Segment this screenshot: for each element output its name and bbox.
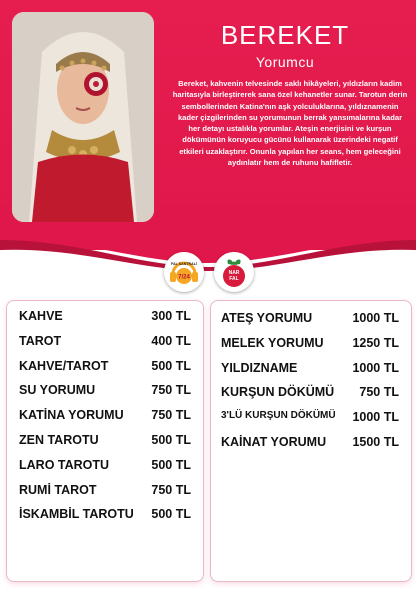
- service-name: KAHVE/TAROT: [19, 358, 109, 373]
- price-row: [211, 435, 411, 455]
- service-price: 750 TL: [151, 482, 191, 497]
- service-name: 3'LÜ KURŞUN DÖKÜMÜ: [221, 410, 336, 422]
- service-name: TAROT: [19, 333, 62, 348]
- brand-description: Bereket, kahvenin telvesinde saklı hikâyeleri, yıldızların kadim haritasıyla birleştirerek sana özel kehanetler sunar. Tarotun derin sembollerinden Katina'nın aşk yolculuklarına, yıldıznamenin kader çizgilerinden su yorumunun berrak yansımalarına kadar her detayı ustalıkla yorumlar. Ateşin enerjisini ve kurşun dökümünün koruyucu gücünü kullanarak üzerindeki negatif etkileri uzaklaştırır. Onunla yapılan her seans, hem geleceğini aydınlatır hem de ruhunu hafifletir.: [172, 79, 408, 168]
- price-row: [7, 359, 203, 379]
- price-list-left: [6, 300, 204, 582]
- service-name: ATEŞ YORUMU: [221, 311, 313, 325]
- service-price: 750 TL: [359, 385, 399, 400]
- headset-icon: [164, 252, 204, 292]
- price-row: [211, 361, 411, 381]
- price-row: [7, 334, 203, 354]
- service-price: 750 TL: [151, 408, 191, 423]
- price-row: [7, 483, 203, 503]
- service-name: ZEN TAROTU: [19, 433, 99, 447]
- brand-title: BEREKET: [220, 20, 350, 50]
- service-name: YILDIZNAME: [221, 360, 298, 375]
- service-price: 500 TL: [151, 358, 191, 373]
- service-price: 1000 TL: [352, 311, 399, 325]
- price-row: [7, 309, 203, 329]
- service-name: LARO TAROTU: [19, 457, 110, 472]
- price-row: [7, 458, 203, 478]
- price-row: [7, 507, 203, 527]
- nar-fal-logo: [214, 252, 254, 292]
- price-list-right: [210, 300, 412, 582]
- price-row: [211, 410, 411, 430]
- service-name: RUMİ TAROT: [19, 482, 97, 497]
- price-row: [7, 408, 203, 428]
- pomegranate-icon: [214, 252, 254, 292]
- woman-portrait-image: [12, 12, 154, 222]
- service-name: KAHVE: [19, 309, 63, 323]
- fortune-teller-photo: [12, 12, 154, 222]
- badge-right-line2: FAL: [229, 276, 239, 282]
- service-name: KATİNA YORUMU: [19, 408, 124, 423]
- badge-left-line1: FAL SANTRALİ: [171, 262, 197, 266]
- service-name: İSKAMBİL TAROTU: [19, 507, 134, 522]
- service-price: 1000 TL: [352, 410, 399, 425]
- service-price: 500 TL: [151, 507, 191, 522]
- price-row: [7, 383, 203, 403]
- service-price: 1250 TL: [352, 335, 399, 350]
- price-row: [7, 433, 203, 453]
- brand-subtitle: Yorumcu: [255, 54, 315, 70]
- badge-right-line1: NAR: [228, 270, 240, 276]
- price-row: [211, 385, 411, 405]
- service-name: KURŞUN DÖKÜMÜ: [221, 385, 335, 400]
- service-name: KAİNAT YORUMU: [221, 435, 327, 449]
- service-price: 500 TL: [151, 433, 191, 447]
- service-price: 1000 TL: [352, 360, 399, 375]
- service-price: 750 TL: [151, 383, 191, 398]
- service-price: 1500 TL: [352, 435, 399, 449]
- service-price: 300 TL: [151, 309, 191, 323]
- badge-left-line2: 7/24: [178, 274, 190, 281]
- service-name: MELEK YORUMU: [221, 335, 324, 350]
- service-name: SU YORUMU: [19, 383, 96, 398]
- fal-santrali-logo: [164, 252, 204, 292]
- price-row: [211, 336, 411, 356]
- service-price: 500 TL: [151, 457, 191, 472]
- price-row: [211, 311, 411, 331]
- service-price: 400 TL: [151, 333, 191, 348]
